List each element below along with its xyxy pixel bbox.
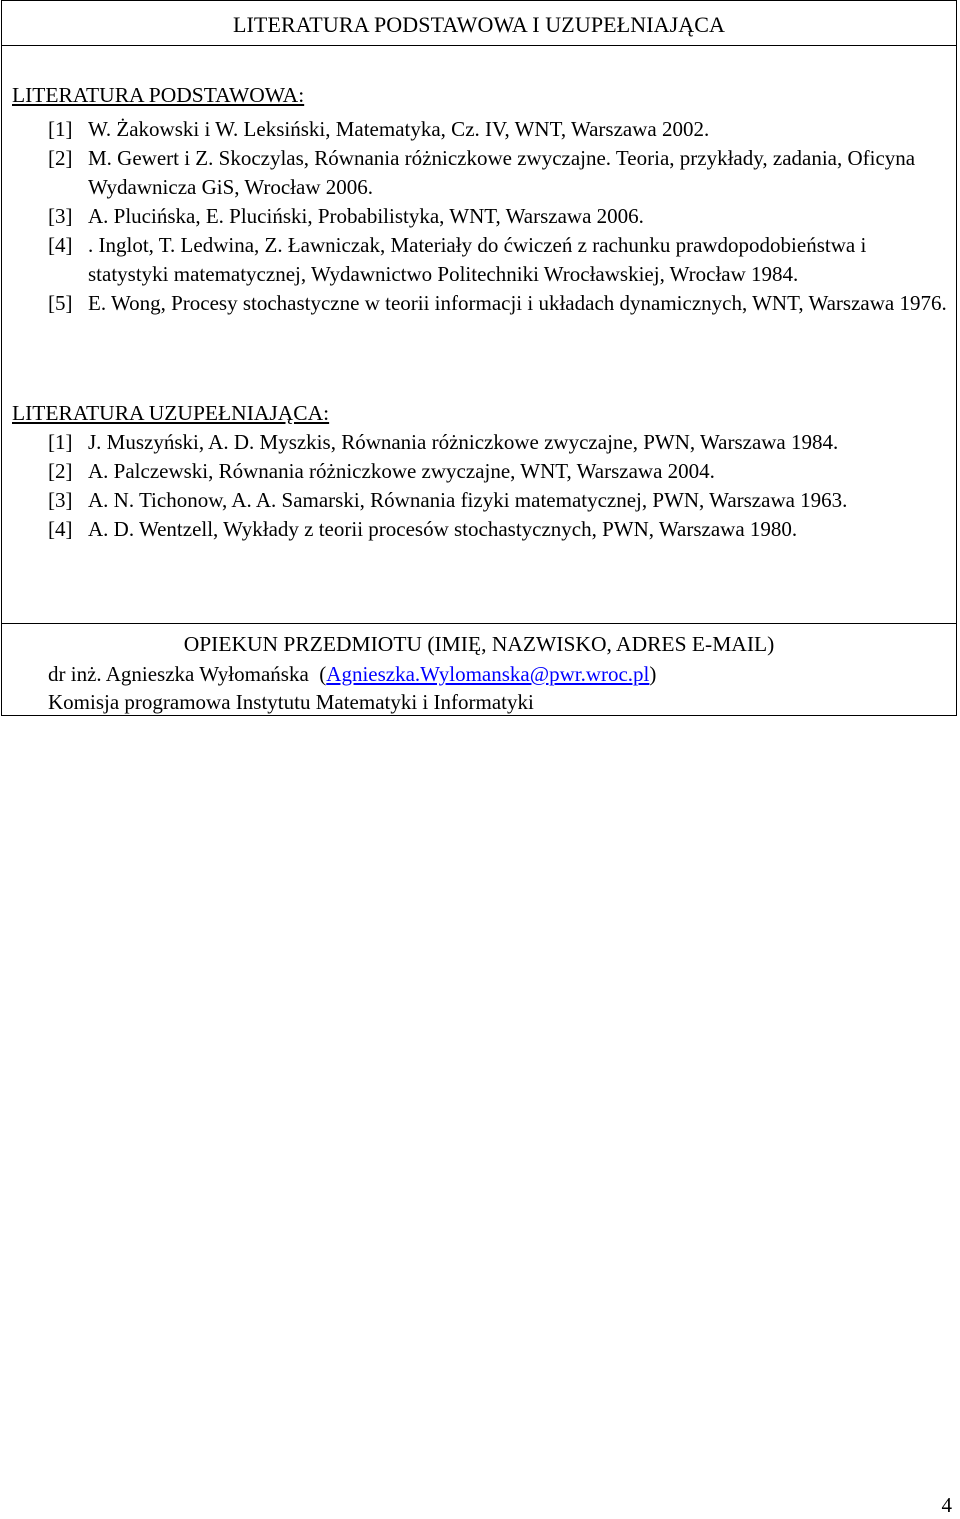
- ref-number: [1]: [48, 117, 73, 141]
- list-item: [48, 231, 948, 289]
- page-number: 4: [941, 1493, 952, 1517]
- ref-text: M. Gewert i Z. Skoczylas, Równania różniczkowe zwyczajne. Teoria, przykłady, zadania, Oficyna Wydawnicza GiS, Wrocław 2006.: [88, 146, 916, 199]
- basic-reference-list: [48, 115, 948, 318]
- ref-text: A. D. Wentzell, Wykłady z teorii procesów stochastycznych, PWN, Warszawa 1980.: [88, 517, 798, 541]
- supervisor-line: [48, 660, 656, 688]
- divider: [2, 623, 956, 624]
- ref-text: A. Plucińska, E. Pluciński, Probabilistyka, WNT, Warszawa 2006.: [88, 204, 644, 228]
- list-item: [48, 115, 948, 144]
- ref-number: [4]: [48, 517, 73, 541]
- ref-number: [1]: [48, 430, 73, 454]
- open-paren: (: [319, 662, 327, 686]
- ref-text: J. Muszyński, A. D. Myszkis, Równania różniczkowe zwyczajne, PWN, Warszawa 1984.: [88, 430, 839, 454]
- ref-text: W. Żakowski i W. Leksiński, Matematyka, Cz. IV, WNT, Warszawa 2002.: [88, 117, 710, 141]
- basic-heading: LITERATURA PODSTAWOWA:: [12, 83, 305, 107]
- list-item: [48, 202, 948, 231]
- ref-text: E. Wong, Procesy stochastyczne w teorii informacji i układach dynamicznych, WNT, Warszawa 1976.: [88, 291, 947, 315]
- ref-number: [4]: [48, 233, 73, 257]
- ref-number: [3]: [48, 488, 73, 512]
- supplementary-heading: LITERATURA UZUPEŁNIAJĄCA:: [12, 401, 330, 425]
- list-item: [48, 289, 948, 318]
- list-item: [48, 457, 948, 486]
- ref-number: [2]: [48, 146, 73, 170]
- committee-line: Komisja programowa Instytutu Matematyki i Informatyki: [48, 690, 534, 714]
- ref-number: [2]: [48, 459, 73, 483]
- supervisor-heading: OPIEKUN PRZEDMIOTU (IMIĘ, NAZWISKO, ADRES E-MAIL): [183, 632, 775, 656]
- list-item: [48, 144, 948, 202]
- supervisor-email-link[interactable]: Agnieszka.Wylomanska@pwr.wroc.pl: [326, 662, 650, 686]
- ref-text: A. N. Tichonow, A. A. Samarski, Równania fizyki matematycznej, PWN, Warszawa 1963.: [88, 488, 848, 512]
- ref-text: A. Palczewski, Równania różniczkowe zwyczajne, WNT, Warszawa 2004.: [88, 459, 715, 483]
- supervisor-name: dr inż. Agnieszka Wyłomańska: [48, 662, 309, 686]
- ref-text: . Inglot, T. Ledwina, Z. Ławniczak, Materiały do ćwiczeń z rachunku prawdopodobieństwa i statystyki matematycznej, Wydawnictwo Politechniki Wrocławskiej, Wrocław 1984.: [88, 233, 867, 286]
- ref-number: [3]: [48, 204, 73, 228]
- list-item: [48, 428, 948, 457]
- list-item: [48, 515, 948, 544]
- literature-table: [1, 0, 957, 716]
- close-paren: ): [649, 662, 657, 686]
- ref-number: [5]: [48, 291, 73, 315]
- list-item: [48, 486, 948, 515]
- supplementary-reference-list: [48, 428, 948, 544]
- table-title: LITERATURA PODSTAWOWA I UZUPEŁNIAJĄCA: [2, 1, 956, 46]
